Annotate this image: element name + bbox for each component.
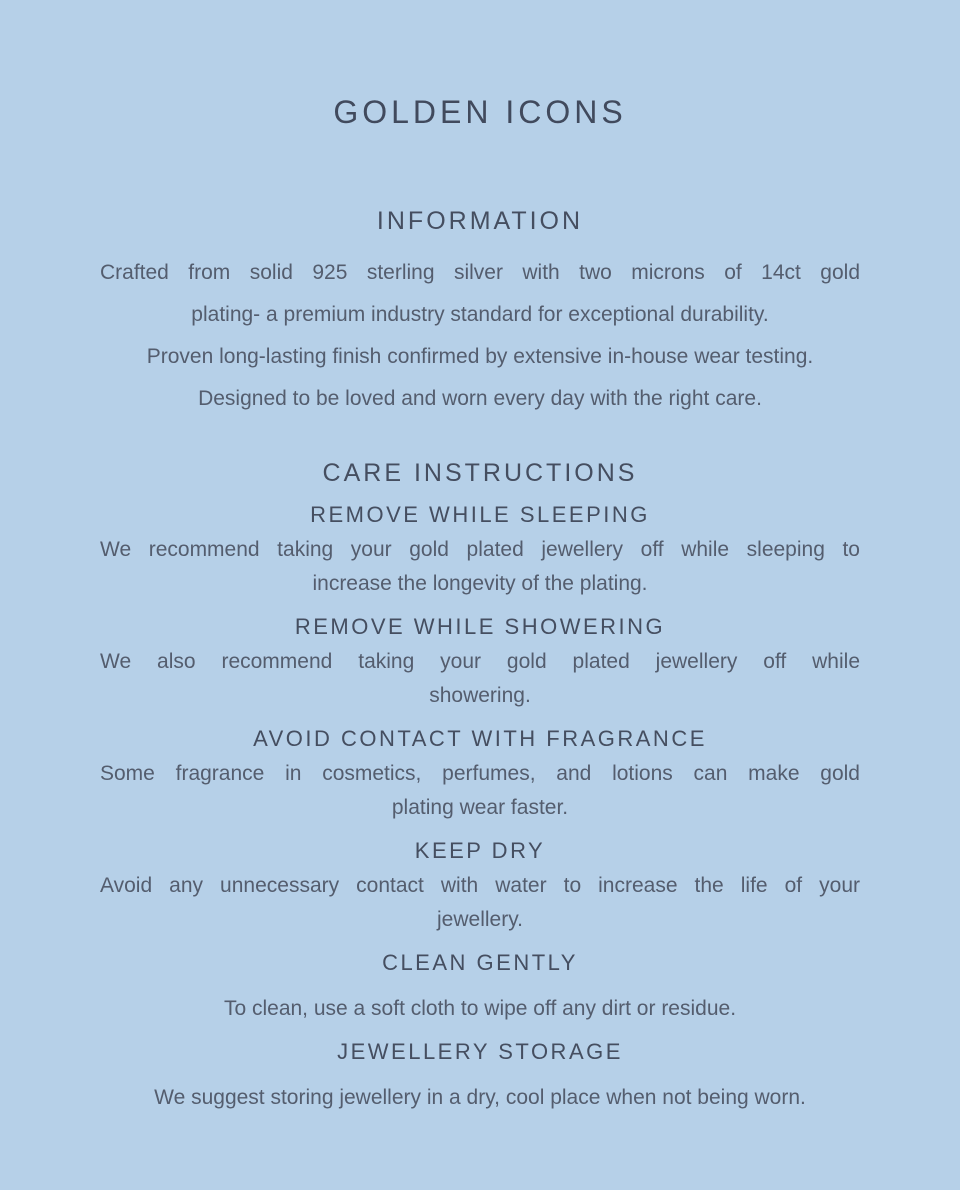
care-section-body [100,869,860,937]
care-section-body [100,757,860,825]
information-body [100,252,860,420]
page-title: GOLDEN ICONS [333,94,627,130]
info-paragraph [100,252,860,336]
text-line: To clean, use a soft cloth to wipe off any dirt or residue. [223,997,737,1020]
care-section-keep-dry [100,837,860,937]
care-section-jewellery-storage [100,1038,860,1115]
text-line: Proven long-lasting finish confirmed by extensive in-house wear testing. [146,345,814,368]
text-line: jewellery. [437,908,523,931]
text-line: increase the longevity of the plating. [312,572,648,595]
care-section-remove-while-sleeping [100,501,860,601]
text-line: Designed to be loved and worn every day with the right care. [198,387,762,410]
text-line: Avoid any unnecessary contact with water to increase the life of your [100,874,860,897]
care-section-title: AVOID CONTACT WITH FRAGRANCE [253,726,707,751]
care-section-body [100,533,860,601]
care-section-remove-while-showering [100,613,860,713]
care-section-title: KEEP DRY [414,838,546,863]
text-line: plating- a premium industry standard for exceptional durability. [191,303,769,326]
info-paragraph [100,336,860,378]
care-section-body [100,992,860,1026]
info-paragraph [100,378,860,420]
care-section-body [100,645,860,713]
content-container [100,0,860,1115]
text-line: showering. [429,684,531,707]
text-line: We recommend taking your gold plated jewellery off while sleeping to [100,538,860,561]
care-section-clean-gently [100,949,860,1026]
care-section-title: JEWELLERY STORAGE [337,1039,623,1064]
text-line: plating wear faster. [391,796,569,819]
care-section-title: REMOVE WHILE SHOWERING [294,614,666,639]
text-line: We also recommend taking your gold plated jewellery off while [100,650,860,673]
care-section-title: CLEAN GENTLY [382,950,578,975]
care-section-title: REMOVE WHILE SLEEPING [310,502,650,527]
text-line: Some fragrance in cosmetics, perfumes, and lotions can make gold [100,762,860,785]
information-heading: INFORMATION [376,207,584,235]
text-line: Crafted from solid 925 sterling silver with two microns of 14ct gold [100,261,860,284]
care-instructions-heading: CARE INSTRUCTIONS [322,459,638,487]
text-line: We suggest storing jewellery in a dry, cool place when not being worn. [154,1086,806,1109]
care-section-avoid-fragrance [100,725,860,825]
care-section-body [100,1081,860,1115]
